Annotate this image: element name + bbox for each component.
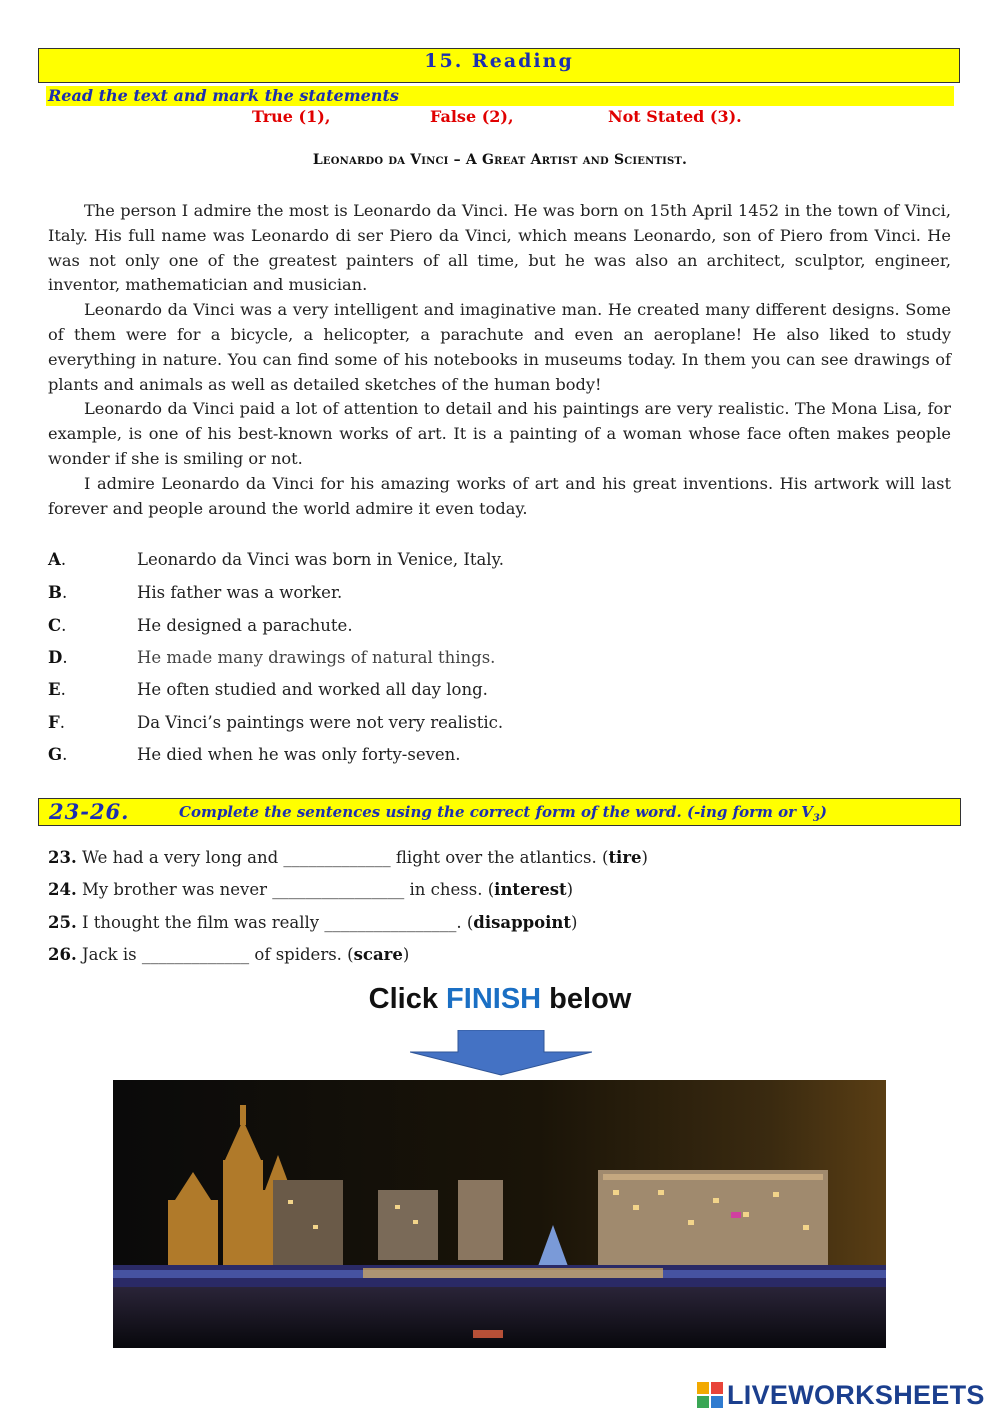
night-city-photo <box>113 1080 886 1348</box>
statement-g[interactable]: G. He died when he was only forty-seven. <box>48 743 948 767</box>
statement-a[interactable]: A. Leonardo da Vinci was born in Venice, Italy. <box>48 548 948 572</box>
paragraph: I admire Leonardo da Vinci for his amazing works of art and his great inventions. His artwork will last forever and people around the world admire it even today. <box>48 473 951 518</box>
answer-blank[interactable]: ________________ <box>324 913 457 932</box>
answer-blank[interactable]: ________________ <box>272 880 405 899</box>
question-26: 26. Jack is _____________ of spiders. (scare) <box>48 945 410 964</box>
hint-word: tire <box>608 848 642 867</box>
click-finish-text: Click FINISH below <box>368 983 632 1015</box>
logo-text: LIVEWORKSHEETS <box>727 1380 985 1410</box>
hint-word: disappoint <box>473 913 572 932</box>
paragraph: Leonardo da Vinci paid a lot of attention to detail and his paintings are very realistic. The Mona Lisa, for example, is one of his best-known works of art. It is a painting of a woman whose face often makes people wonder if she is smiling or not. <box>48 399 951 468</box>
question-23: 23. We had a very long and _____________ flight over the atlantics. (tire) <box>48 848 648 867</box>
statement-b[interactable]: B. His father was a worker. <box>48 581 948 605</box>
statement-text: Da Vinci’s paintings were not very realistic. <box>137 713 504 732</box>
paragraph: The person I admire the most is Leonardo da Vinci. He was born on 15th April 1452 in the town of Vinci, Italy. His full name was Leonardo di ser Piero da Vinci, which means Leonardo, son of Piero from Vinci. He was not only one of the greatest painters of all time, but he was also an architect, sculptor, engineer, inventor, mathematician and musician. <box>48 201 951 295</box>
statement-text: He died when he was only forty-seven. <box>137 745 461 764</box>
statement-c[interactable]: C. He designed a parachute. <box>48 614 948 638</box>
instruction-bar <box>46 86 954 106</box>
down-arrow-icon <box>410 1030 592 1076</box>
liveworksheets-logo <box>697 1378 985 1412</box>
statement-letter: D <box>48 648 63 667</box>
statement-letter: A <box>48 550 61 569</box>
section-2-bar <box>38 798 961 826</box>
section-2-instruction: Complete the sentences using the correct form of the word. (-ing form or $V_3$) <box>179 803 827 824</box>
hint-word: interest <box>494 880 567 899</box>
statement-letter: E <box>48 680 61 699</box>
statement-letter: G <box>48 745 63 764</box>
question-24: 24. My brother was never ________________ in chess. (interest) <box>48 880 574 899</box>
answer-blank[interactable]: _____________ <box>283 848 391 867</box>
option-false: False (2), <box>430 107 514 126</box>
statement-d[interactable]: D. He made many drawings of natural things. <box>48 646 948 670</box>
statement-text: He often studied and worked all day long. <box>137 680 488 699</box>
page-title: 15. Reading <box>424 50 574 72</box>
statement-text: He designed a parachute. <box>137 616 353 635</box>
option-not-stated: Not Stated (3). <box>608 107 742 126</box>
title-bar <box>38 48 960 83</box>
statement-e[interactable]: E. He often studied and worked all day long. <box>48 678 948 702</box>
paragraph: Leonardo da Vinci was a very intelligent and imaginative man. He created many different designs. Some of them were for a bicycle, a helicopter, a parachute and even an aeroplane! He also liked to study everything in nature. You can find some of his notebooks in museums today. In them you can see drawings of plants and animals as well as detailed sketches of the human body! <box>48 300 951 394</box>
question-25: 25. I thought the film was really ________________. (disappoint) <box>48 913 578 932</box>
statement-text: Leonardo da Vinci was born in Venice, Italy. <box>137 550 504 569</box>
statement-letter: F <box>48 713 60 732</box>
logo-icon <box>697 1378 725 1412</box>
passage-heading: Leonardo da Vinci – A Great Artist and Scientist. <box>312 152 688 168</box>
instruction-text: Read the text and mark the statements <box>48 86 399 105</box>
statement-letter: B <box>48 583 62 602</box>
statement-text: He made many drawings of natural things. <box>137 648 496 667</box>
answer-blank[interactable]: _____________ <box>141 945 250 964</box>
hint-word: scare <box>353 945 403 964</box>
reading-passage <box>48 199 951 521</box>
option-true: True (1), <box>252 107 331 126</box>
statement-text: His father was a worker. <box>137 583 343 602</box>
statement-f[interactable]: F. Da Vinci’s paintings were not very realistic. <box>48 711 948 735</box>
statement-letter: C <box>48 616 62 635</box>
finish-word: FINISH <box>446 983 542 1015</box>
section-2-number: 23-26. <box>49 799 130 824</box>
